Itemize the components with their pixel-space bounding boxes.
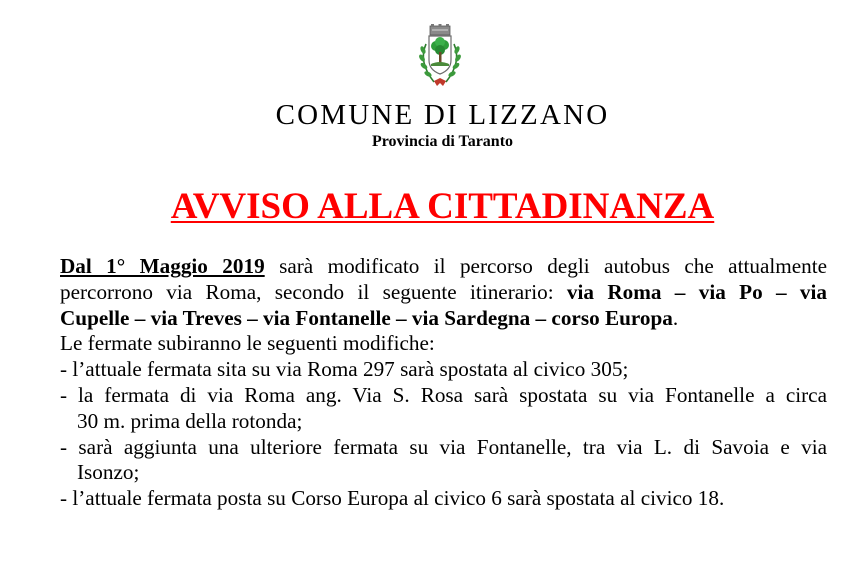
list-item-continuation: Isonzo; [77, 460, 140, 485]
list-item: - sarà aggiunta una ulteriore fermata su via Fontanelle, tra via L. di Savoia e via [60, 434, 827, 459]
notice-line-1 [60, 254, 827, 280]
list-item: - la fermata di via Roma ang. Via S. Rosa sarà spostata su via Fontanelle a circa [60, 382, 827, 407]
route-end: . [672, 305, 679, 330]
municipality-name: COMUNE DI LIZZANO [275, 99, 610, 131]
route-part-2: Cupelle – via Treves – via Fontanelle – via Sardegna – corso Europa [60, 305, 673, 330]
changes-intro: Le fermate subiranno le seguenti modifiche: [60, 331, 435, 356]
notice-intro-1: sarà modificato il percorso degli autobus che attualmente [264, 254, 828, 278]
notice-intro-2: percorrono via Roma, secondo il seguente itinerario: [60, 279, 567, 304]
list-item: - l’attuale fermata sita su via Roma 297 sarà spostata al civico 305; [60, 357, 629, 382]
notice-date: Dal 1° Maggio 2019 [60, 254, 265, 278]
list-item-continuation: 30 m. prima della rotonda; [77, 408, 303, 433]
route-part-1: via Roma – via Po – via [566, 279, 827, 304]
notice-body [60, 254, 827, 512]
notice-title: AVVISO ALLA CITTADINANZA [170, 186, 715, 227]
list-item: - l’attuale fermata posta su Corso Europa al civico 6 sarà spostata al civico 18. [60, 486, 725, 511]
notice-line-3 [60, 306, 827, 332]
town-crest-icon [412, 24, 468, 96]
province-name: Provincia di Taranto [371, 133, 514, 150]
notice-line-2 [60, 280, 827, 306]
